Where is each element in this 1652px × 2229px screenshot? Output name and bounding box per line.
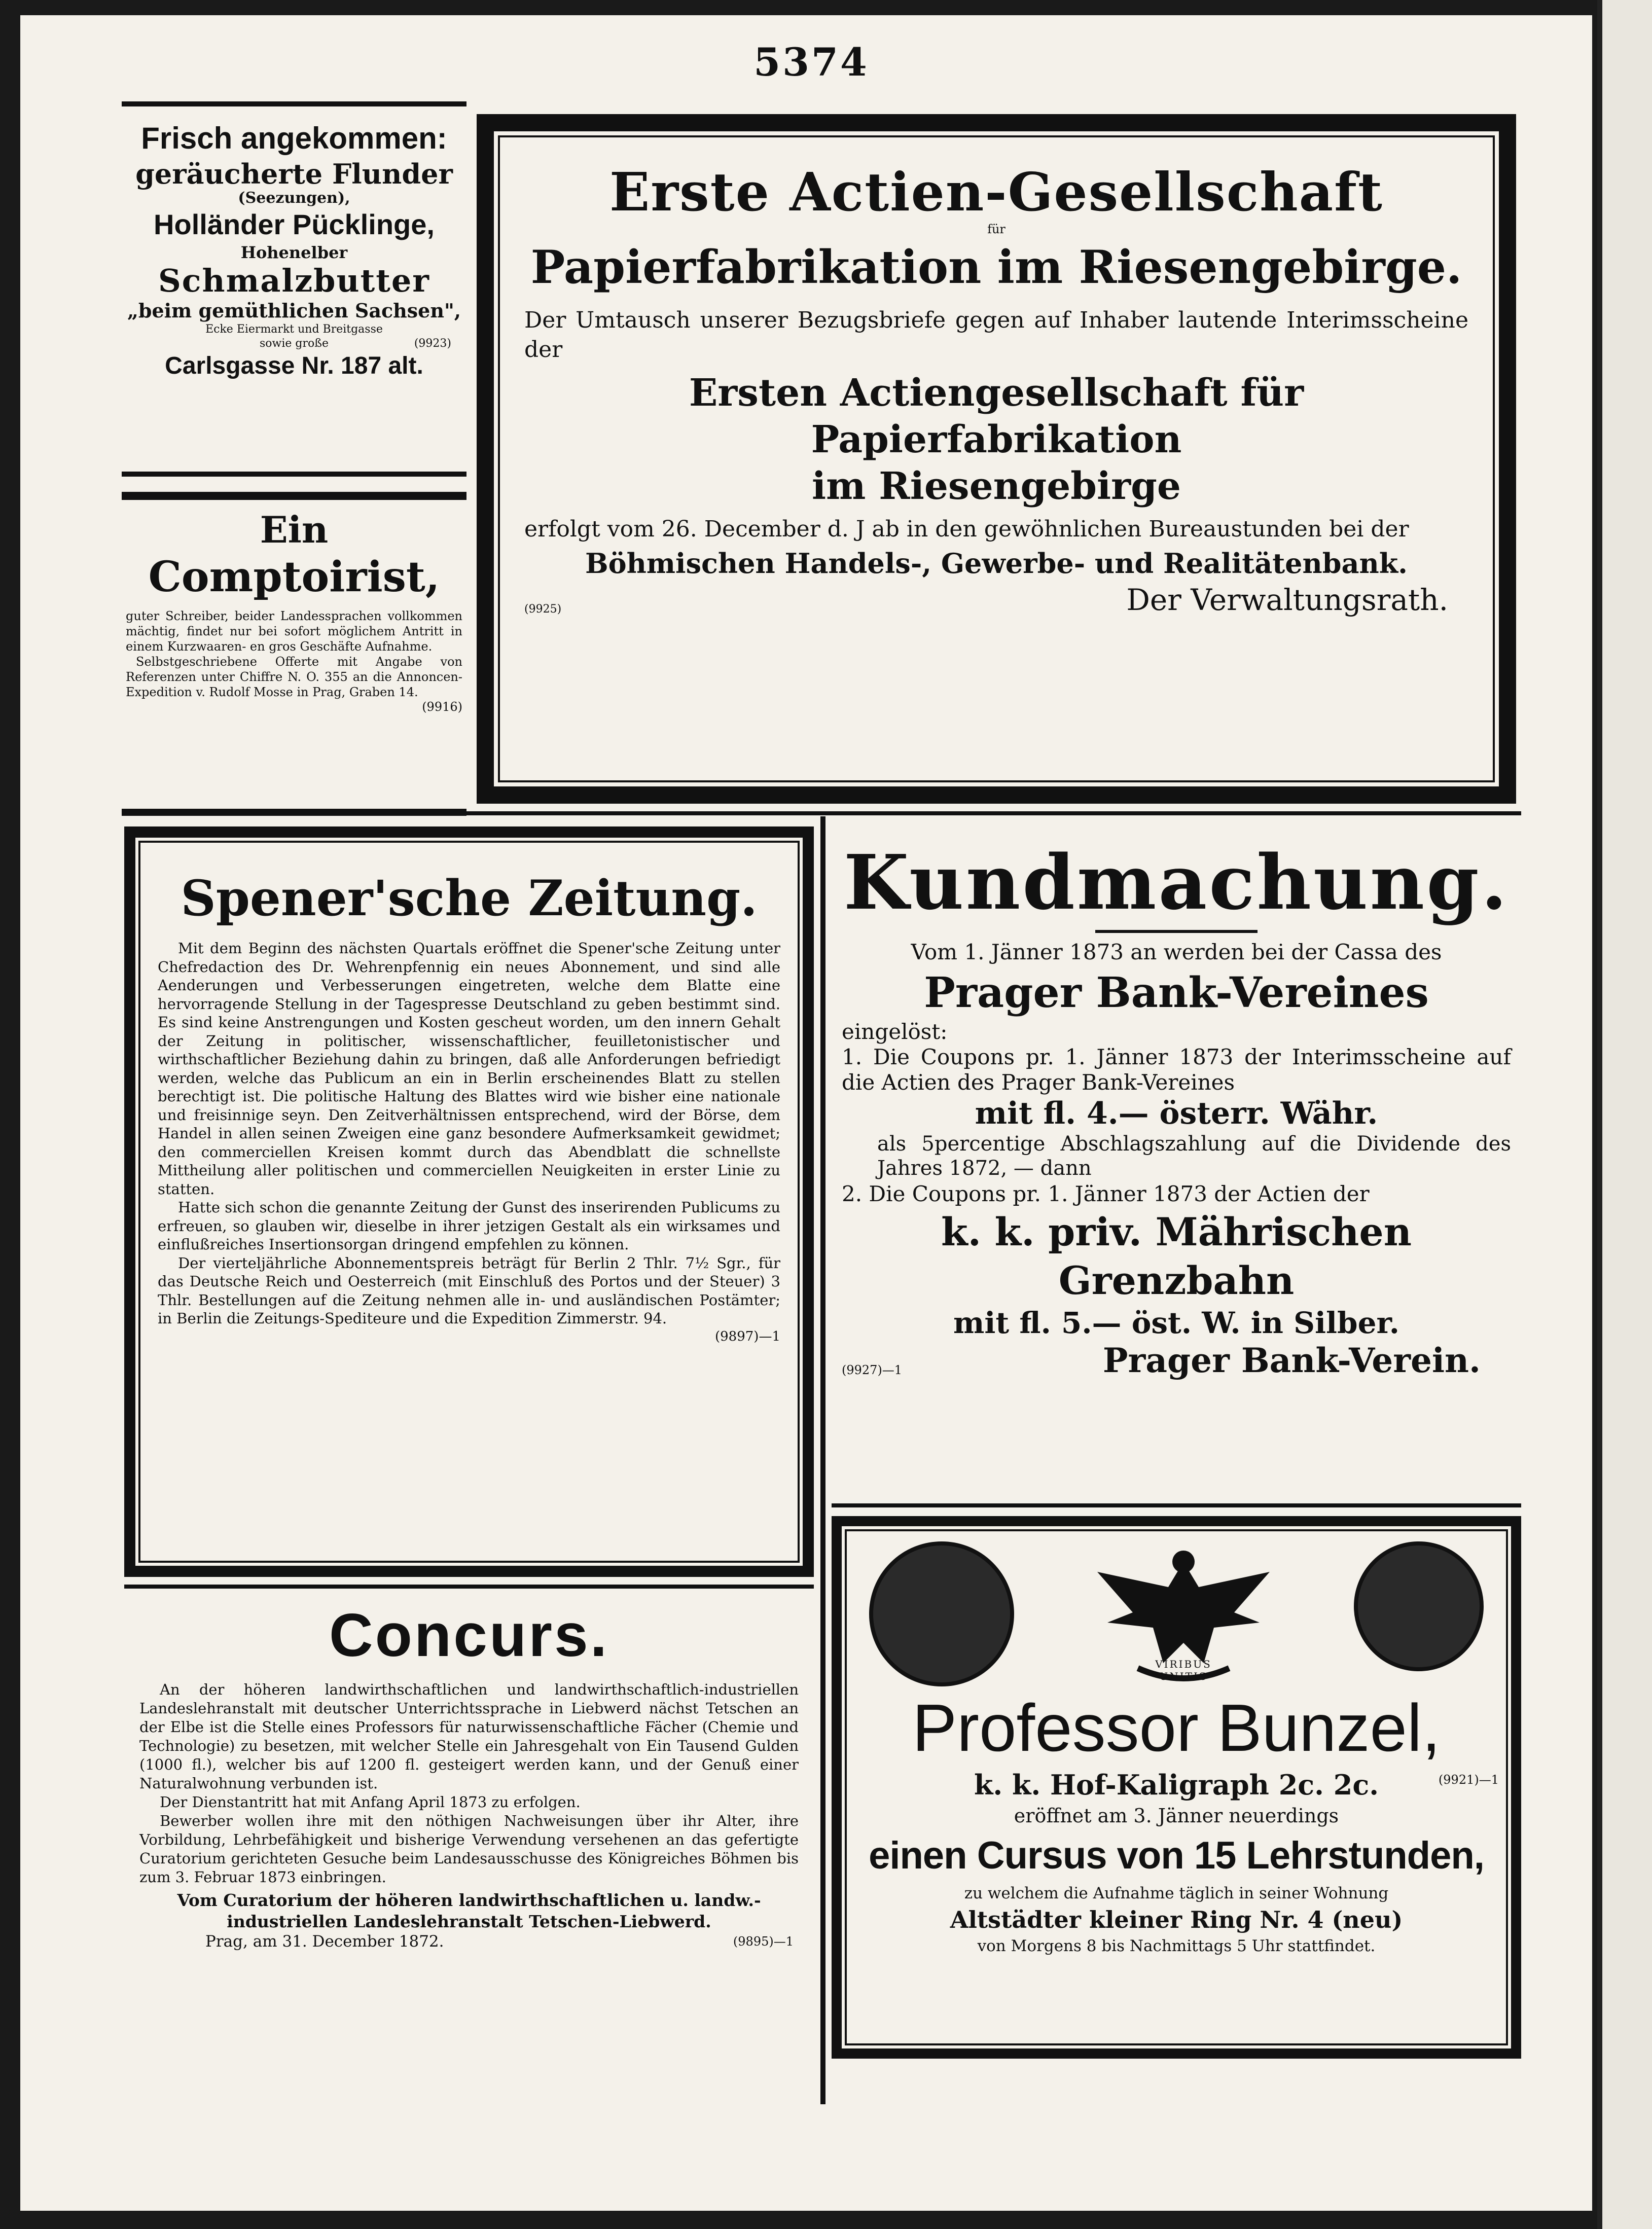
ad-headline: Kundmachung.: [843, 838, 1510, 926]
ad-body: Mit dem Beginn des nächsten Quartals eröffnet die Spener'sche Zeitung unter Chefredaction des Dr. Wehrenpfennig ein neues Abonnement, und sind alle Aenderungen und Verbesserungen eingetreten, welche dem Blatte eine hervorragende Stellung in der Tagespresse Deutschland zu geben bestimmt sind. Es sind keine Anstrengungen und Kosten gescheut worden, um den innern Gehalt der Zeitung in politischer, wissenschaftlicher, feuilletonistischer und wirthschaftlicher Beziehung dahin zu bringen, daß alle Anforderungen befriedigt werden, welche das Publicum an ein in Berlin erscheinendes Blatt zu stellen berechtigt ist. Die politische Haltung des Blattes wird wie bisher eine nationale und freisinnige seyn. Den Zeitverhältnissen entsprechend, wird der Börse, dem Handel in allen seinen Zweigen eine ganz besondere Aufmerksamkeit gewidmet; den commerciellen Kreisen kommt durch das Abendblatt die schnellste Mittheilung aller politischen und commerciellen Neuigkeiten in erster Linie zu statten.: [158, 940, 780, 1198]
ad-bank: Prager Bank-Vereines: [924, 968, 1429, 1017]
ad-headline: Ein: [260, 508, 329, 551]
ad-body: eröffnet am 3. Jänner neuerdings: [1014, 1805, 1339, 1827]
ad-signature: Der Verwaltungsrath.: [1126, 583, 1448, 617]
ad-body: Bewerber wollen ihre mit den nöthigen Nachweisungen über ihr Alter, ihre Vorbildung, Lehrbefähigkeit und bisherige Verwendung versehenen an das gefertigte Curatorium gerichteten Gesuche beim Landesausschusse des Königreiches Böhmen bis zum 3. Februar 1873 einbringen.: [139, 1812, 799, 1886]
ad-body: von Morgens 8 bis Nachmittags 5 Uhr stattfindet.: [977, 1937, 1376, 1955]
ad-line: für: [987, 222, 1005, 236]
ad-spenersche-zeitung: [124, 826, 814, 1577]
ad-company-name: k. k. priv. Mährischen Grenzbahn: [941, 1209, 1412, 1303]
divider-rule: [122, 492, 466, 500]
ad-bank: Böhmischen Handels-, Gewerbe- und Realitätenbank.: [585, 547, 1408, 580]
ad-product: Schmalzbutter: [158, 262, 430, 299]
ad-subtitle: Papierfabrikation im Riesengebirge.: [530, 240, 1462, 294]
ad-company-name: Ersten Actiengesellschaft für Papierfabrikation: [689, 371, 1304, 461]
ad-signature: Prager Bank-Verein.: [1102, 1341, 1481, 1380]
ad-body: Der vierteljährliche Abonnementspreis beträgt für Berlin 2 Thlr. 7½ Sgr., für das Deutsche Reich und Oesterreich (mit Einschluß des Portos und der Steuer) 3 Thlr. Bestellungen auf die Zeitung nehmen alle in- und ausländischen Postämter; in Berlin die Zeitungs-Spediteure und die Expedition Zimmerstr. 94.: [158, 1254, 780, 1327]
ad-date: Prag, am 31. December 1872.: [205, 1932, 444, 1951]
ad-line: Holländer Pücklinge,: [154, 208, 435, 240]
divider-rule: [122, 472, 466, 477]
ad-line: sowie große: [260, 337, 329, 350]
ad-item: 2. Die Coupons pr. 1. Jänner 1873 der Actien der: [842, 1181, 1370, 1206]
emblem-motto: VIRIBUS UNITIS: [1155, 1658, 1212, 1682]
ad-amount: mit fl. 5.— öst. W. in Silber.: [953, 1306, 1399, 1340]
seal-icon: [869, 1541, 1014, 1686]
ad-item: als 5percentige Abschlagszahlung auf die Dividende des Jahres 1872, — dann: [877, 1132, 1511, 1180]
ad-address: Carlsgasse Nr. 187 alt.: [165, 352, 423, 379]
ad-code: (9916): [422, 700, 462, 714]
ad-line: (Seezungen),: [238, 189, 350, 207]
ad-code: (9927)—1: [842, 1363, 903, 1377]
ad-course: einen Cursus von 15 Lehrstunden,: [869, 1834, 1484, 1877]
facing-page-edge: [1597, 0, 1652, 2229]
ad-headline: Professor Bunzel,: [912, 1691, 1441, 1765]
ad-body: Der Dienstantritt hat mit Anfang April 1873 zu erfolgen.: [160, 1793, 581, 1811]
ad-headline: Erste Actien-Gesellschaft: [609, 161, 1383, 223]
ad-headline: Concurs.: [329, 1601, 609, 1669]
ad-body: Selbstgeschriebene Offerte mit Angabe von Referenzen unter Chiffre N. O. 355 an die Annoncen-Expedition v. Rudolf Mosse in Prag, Graben 14.: [126, 655, 462, 699]
ad-body: zu welchem die Aufnahme täglich in seiner Wohnung: [964, 1884, 1389, 1902]
ad-item: 1. Die Coupons pr. 1. Jänner 1873 der Interimsscheine auf die Actien des Prager Bank-Vereines: [842, 1045, 1511, 1095]
column-rule: [820, 816, 825, 2104]
ad-concurs: [124, 1597, 814, 2114]
ad-headline: Frisch angekommen:: [141, 121, 447, 155]
ad-signature: Vom Curatorium der höheren landwirthschaftlichen u. landw.-industriellen Landeslehranstalt Tetschen-Liebwerd.: [177, 1890, 761, 1931]
ad-company-name: im Riesengebirge: [812, 464, 1181, 508]
emblem-row: [854, 1536, 1499, 1688]
ad-amount: mit fl. 4.— österr. Währ.: [975, 1096, 1378, 1131]
ad-headline: Spener'sche Zeitung.: [181, 870, 758, 927]
ad-body: guter Schreiber, beider Landessprachen vollkommen mächtig, findet nur bei sofort möglichem Antritt in einem Kurzwaaren- en gros Geschäfte Aufnahme.: [126, 609, 462, 654]
column-rule-top-left: [122, 101, 466, 106]
ornament-rule: [1095, 930, 1258, 933]
ad-body: eingelöst:: [842, 1019, 948, 1044]
ad-headline: Comptoirist,: [148, 553, 440, 601]
ad-line: geräucherte Flunder: [135, 158, 453, 190]
portrait-medal-icon: [1354, 1541, 1484, 1671]
ad-code: (9925): [524, 603, 562, 616]
ad-actien-gesellschaft: [477, 114, 1516, 804]
ad-body: erfolgt vom 26. December d. J ab in den gewöhnlichen Bureaustunden bei der: [524, 516, 1409, 542]
ad-line: Hohenelber: [240, 243, 348, 262]
divider-rule: [122, 811, 1521, 815]
ad-code: (9897)—1: [715, 1328, 780, 1344]
divider-rule: [124, 1585, 814, 1589]
ad-address: Altstädter kleiner Ring Nr. 4 (neu): [950, 1906, 1403, 1933]
page-number: 5374: [753, 40, 869, 85]
ad-comptoirist: [122, 507, 466, 801]
ad-code: (9895)—1: [733, 1934, 794, 1949]
ad-body: An der höheren landwirthschaftlichen und landwirthschaftlich-industriellen Landeslehranstalt mit deutscher Unterrichtssprache in Liebwerd nächst Tetschen an der Elbe ist die Stelle eines Professors für naturwissenschaftliche Fächer (Chemie und Technologie) zu besetzen, mit welcher Stelle ein Jahresgehalt von Ein Tausend Gulden (1000 fl.), welcher bis auf 1200 fl. gesteigert werden kann, und der Genuß einer Naturalwohnung verbunden ist.: [139, 1681, 799, 1792]
ad-subtitle: k. k. Hof-Kaligraph 2c. 2c.: [974, 1769, 1379, 1801]
ad-professor-bunzel: [832, 1516, 1521, 2059]
ad-code: (9923): [414, 337, 451, 350]
ad-kundmachung: [832, 837, 1521, 1496]
ad-body: Hatte sich schon die genannte Zeitung der Gunst des inserirenden Publicums zu erfreuen, so glauben wir, dieselbe in ihrer jetzigen Gestalt als ein wirksames und einflußreiches Insertionsorgan dringend empfehlen zu können.: [158, 1199, 780, 1253]
ad-smoked-fish: [122, 111, 466, 440]
divider-rule: [832, 1503, 1521, 1507]
ad-code: (9921)—1: [1438, 1773, 1499, 1787]
ad-body: Der Umtausch unserer Bezugsbriefe gegen auf Inhaber lautende Interimsscheine der: [524, 307, 1468, 363]
ad-line: Ecke Eiermarkt und Breitgasse: [205, 323, 383, 336]
ad-line: „beim gemüthlichen Sachsen",: [127, 299, 461, 322]
ad-body: Vom 1. Jänner 1873 an werden bei der Cassa des: [911, 940, 1442, 964]
